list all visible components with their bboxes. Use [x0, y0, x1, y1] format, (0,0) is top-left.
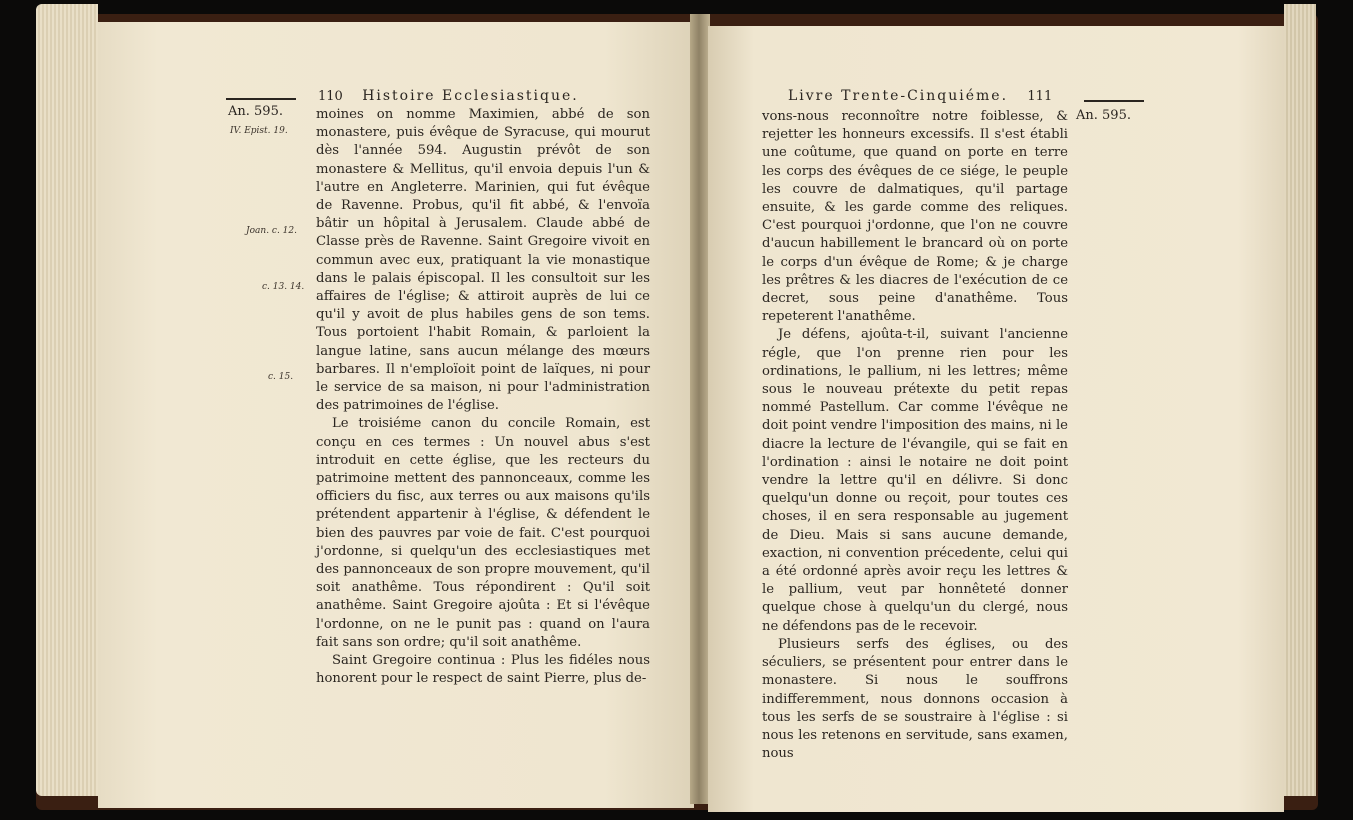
- margin-note: IV. Epist. 19.: [230, 126, 288, 136]
- header-rule: [226, 98, 296, 100]
- gutter: [690, 14, 710, 804]
- folio: 111: [1027, 89, 1053, 104]
- margin-note: c. 15.: [268, 372, 294, 382]
- right-body-text: [762, 108, 1068, 763]
- margin-note: c. 13. 14.: [262, 282, 305, 292]
- paragraph: moines on nomme Maximien, abbé de son monastere, puis évêque de Syracuse, qui mourut dès l'année 594. Augustin prévôt de son monastere & Mellitus, qu'il envoia depuis l'un & l'autre en Angleterre. Marinien, qui fut évêque de Ravenne. Probus, qu'il fit abbé, & l'envoïa bâtir un hôpital à Jerusalem. Claude abbé de Classe près de Ravenne. Saint Gregoire vivoit en commun avec eux, pratiquant la vie monastique dans le palais épiscopal. Il les consultoit sur les affaires de l'église; & attiroit auprès de lui ce qu'il y avoit de plus habiles gens de son tems. Tous portoient l'habit Romain, & parloient la langue latine, sans aucun mélange des mœurs barbares. Il n'emploïoit point de laïques, ni pour le service de sa maison, ni pour l'administration des patrimoines de l'église.: [316, 107, 650, 414]
- running-head-title: Livre Trente-Cinquiéme.: [788, 88, 1009, 104]
- paragraph: vons-nous reconnoître notre foiblesse, & rejetter les honneurs excessifs. Il s'est établi une coûtume, que quand on porte en terre les corps des évêques de ce siége, le peuple les couvre de dalmatiques, qu'il partage ensuite, & les garde comme des reliques. C'est pourquoi j'ordonne, que l'on ne couvre d'aucun habillement le brancard où on porte le corps d'un évêque de Rome; & je charge les prêtres & les diacres de l'exécution de ce decret, sous peine d'anathême. Tous repeterent l'anathême.: [762, 109, 1068, 325]
- margin-year: An. 595.: [1076, 108, 1131, 123]
- paragraph: Le troisiéme canon du concile Romain, est conçu en ces termes : Un nouvel abus s'est introduit en cette église, que les recteurs du patrimoine mettent des pannonceaux, comme les officiers du fisc, aux terres ou aux maisons qu'ils prétendent appartenir à l'église, & défendent le bien des pauvres par voie de fait. C'est pourquoi j'ordonne, si quelqu'un des ecclesiastiques met des pannonceaux de son propre mouvement, qu'il soit anathême. Tous répondirent : Qu'il soit anathême. Saint Gregoire ajoûta : Et si l'évêque l'ordonne, on ne le punit pas : quand on l'aura fait sans son ordre; qu'il soit anathême.: [316, 416, 650, 650]
- right-fore-edge: [1284, 4, 1316, 796]
- paragraph: Plusieurs serfs des églises, ou des séculiers, se présentent pour entrer dans le monastere. Si nous le souffrons indifferemment, nous donnons occasion à tous les serfs de se soustraire à l'église : si nous les retenons en servitude, sans examen, nous: [762, 636, 1068, 762]
- right-page: [708, 26, 1284, 812]
- paragraph: Saint Gregoire continua : Plus les fidéles nous honorent pour le respect de saint Pierre, plus de-: [316, 653, 650, 687]
- left-fore-edge: [36, 4, 98, 796]
- running-head: [788, 88, 1052, 104]
- running-head-title: Histoire Ecclesiastique.: [362, 88, 579, 104]
- margin-note: Joan. c. 12.: [246, 226, 297, 236]
- left-body-text: [316, 106, 650, 689]
- left-page: [98, 22, 694, 808]
- header-rule: [1084, 100, 1144, 102]
- paragraph: Je défens, ajoûta-t-il, suivant l'ancienne régle, que l'on prenne rien pour les ordinations, le pallium, ni les lettres; même sous le nouveau prétexte du petit repas nommé Pastellum. Car comme l'évêque ne doit point vendre l'imposition des mains, ni le diacre la lecture de l'évangile, qui se fait en l'ordination : ainsi le notaire ne doit point vendre la lettre qu'il en délivre. Si donc quelqu'un donne ou reçoit, pour toutes ces choses, il en sera responsable au jugement de Dieu. Mais si sans aucune demande, exaction, ni convention précedente, celui qui a été ordonné après avoir reçu les lettres & le pallium, veut par honnêteté donner quelque chose à quelqu'un du clergé, nous ne défendons pas de le recevoir.: [762, 327, 1068, 634]
- folio: 110: [318, 89, 343, 104]
- margin-year: An. 595.: [228, 104, 283, 119]
- running-head: [318, 88, 579, 104]
